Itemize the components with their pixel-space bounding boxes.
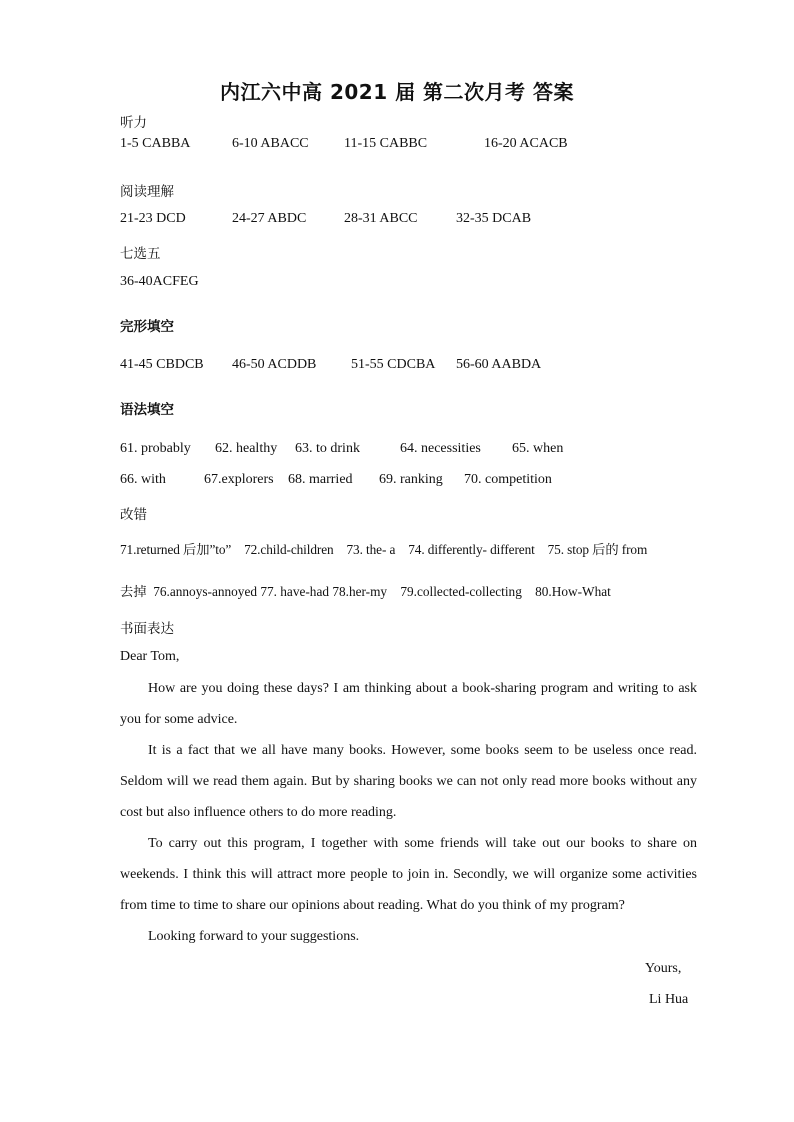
listening-group-1: 1-5 CABBA bbox=[120, 136, 191, 151]
page-title: 内江六中高 2021 届 第二次月考 答案 bbox=[219, 80, 574, 104]
error-correction-line-2: 去掉 76.annoys-annoyed 77. have-had 78.her-my 79.collected-collecting 80.How-What bbox=[120, 584, 611, 599]
grammar-answer-64: 64. necessities bbox=[400, 441, 481, 456]
reading-group-3: 28-31 ABCC bbox=[344, 211, 418, 226]
grammar-fill-heading: 语法填空 bbox=[120, 402, 174, 418]
letter-signature: Li Hua bbox=[649, 992, 689, 1007]
cloze-heading: 完形填空 bbox=[120, 319, 174, 335]
seven-choose-five-answer: 36-40ACFEG bbox=[120, 274, 199, 289]
reading-group-2: 24-27 ABDC bbox=[232, 211, 307, 226]
grammar-answer-67: 67.explorers bbox=[204, 472, 274, 487]
cloze-group-4: 56-60 AABDA bbox=[456, 357, 542, 372]
listening-group-2: 6-10 ABACC bbox=[232, 136, 309, 151]
error-correction-heading: 改错 bbox=[120, 507, 147, 523]
letter-paragraph-2: It is a fact that we all have many books. However, some books seem to be useless once read. Seldom will we read them again. But by sharing books we can not only read more books without any cost but also influence others to do more reading. bbox=[120, 743, 697, 820]
letter-paragraph-3: To carry out this program, I together with some friends will take out our books to share on weekends. I think this will attract more people to join in. Secondly, we will organize some activities from time to time to share our opinions about reading. What do you think of my program? bbox=[120, 836, 697, 913]
listening-heading: 听力 bbox=[120, 115, 147, 131]
grammar-answer-68: 68. married bbox=[288, 472, 353, 487]
grammar-answer-65: 65. when bbox=[512, 441, 564, 456]
reading-group-4: 32-35 DCAB bbox=[456, 211, 532, 226]
grammar-answer-62: 62. healthy bbox=[215, 441, 278, 456]
listening-group-3: 11-15 CABBC bbox=[344, 136, 428, 151]
cloze-group-3: 51-55 CDCBA bbox=[351, 357, 436, 372]
letter-paragraph-1: How are you doing these days? I am thinking about a book-sharing program and writing to ask you for some advice. bbox=[120, 681, 697, 727]
grammar-answer-66: 66. with bbox=[120, 472, 166, 487]
grammar-answer-61: 61. probably bbox=[120, 441, 191, 456]
cloze-group-2: 46-50 ACDDB bbox=[232, 357, 317, 372]
letter-closing: Yours, bbox=[645, 961, 682, 976]
letter-body bbox=[120, 673, 697, 952]
grammar-answer-63: 63. to drink bbox=[295, 441, 360, 456]
letter-greeting: Dear Tom, bbox=[120, 649, 180, 664]
reading-group-1: 21-23 DCD bbox=[120, 211, 186, 226]
error-correction-line-1: 71.returned 后加”to” 72.child-children 73. the- a 74. differently- different 75. stop 后的 from bbox=[120, 542, 648, 557]
listening-group-4: 16-20 ACACB bbox=[484, 136, 568, 151]
seven-choose-five-heading: 七选五 bbox=[120, 246, 161, 262]
cloze-group-1: 41-45 CBDCB bbox=[120, 357, 204, 372]
reading-heading: 阅读理解 bbox=[120, 184, 174, 200]
letter-paragraph-4: Looking forward to your suggestions. bbox=[148, 929, 360, 944]
grammar-answer-70: 70. competition bbox=[464, 472, 552, 487]
grammar-answer-69: 69. ranking bbox=[379, 472, 443, 487]
writing-heading: 书面表达 bbox=[120, 621, 174, 637]
